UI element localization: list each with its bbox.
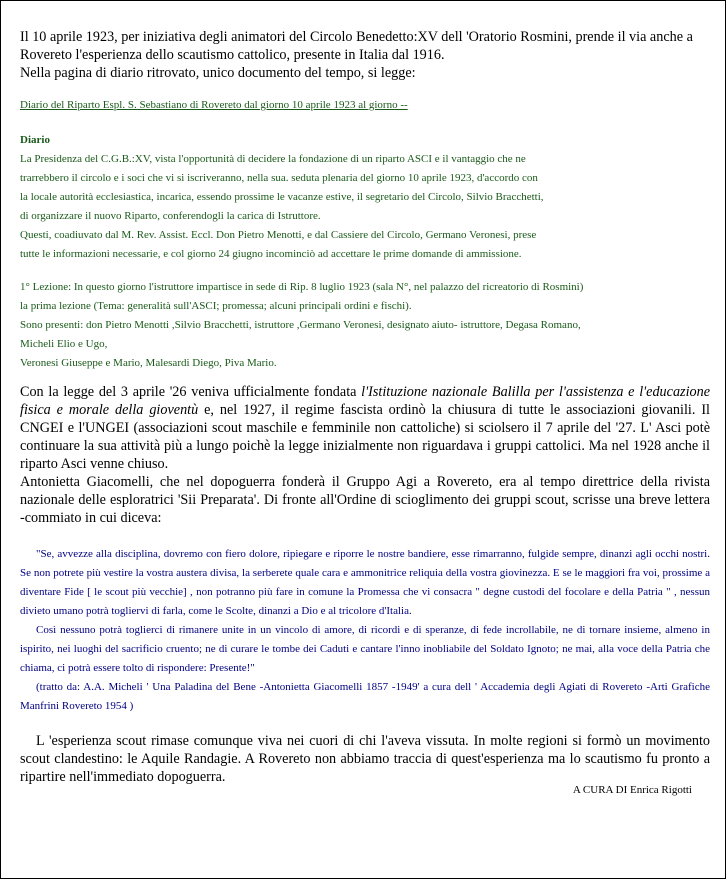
document-body: [20, 28, 710, 796]
letter-paragraph: "Se, avvezze alla disciplina, dovremo con fiero dolore, ripiegare e riporre le nostre bandiere, esse rimarranno, fulgide sempre, dinanzi agli occhi nostri. Se non potrete più vestire la vostra austera divisa, la serberete quale cara e ammonitrice reliquia della vostra giovinezza. E se le maggiori fra voi, prossime a diventare Fide [ le scout più vecchie] , non potranno più fare in comune la Promessa che vi consacra " degne custodi del focolare e della Patria " , nessun divieto umano potrà togliervi di farla, come le Scolte, dinanzi a Dio e al tricolore d'Italia.: [20, 548, 710, 617]
diary-line: Questi, coadiuvato dal M. Rev. Assist. Eccl. Don Pietro Menotti, e dal Cassiere del Circolo, Germano Veronesi, prese: [20, 229, 537, 241]
history-section: [20, 383, 710, 527]
intro: [20, 28, 710, 82]
institution-name: l'Istituzione nazionale Balilla per l'assistenza e l'educazione fisica e morale della gioventù: [20, 384, 710, 418]
diary-present-line: Sono presenti: don Pietro Menotti ,Silvio Bracchetti, istruttore ,Germano Veronesi, designato aiuto- istruttore, Degasa Romano,: [20, 319, 581, 331]
diary-line: trarrebbero il circolo e i soci che vi si iscriveranno, nella sua. seduta plenaria del giorno 10 aprile 1923, d'accordo con: [20, 172, 538, 184]
intro-paragraph-2: Nella pagina di diario ritrovato, unico documento del tempo, si legge:: [20, 65, 416, 81]
diary-present-line: Micheli Elio e Ugo,: [20, 338, 108, 350]
diary-line: di organizzare il nuovo Riparto, conferendogli la carica di Istruttore.: [20, 210, 321, 222]
diary-line: La Presidenza del C.G.B.:XV, vista l'opportunità di decidere la fondazione di un riparto ASCI e il vantaggio che ne: [20, 153, 526, 165]
diary-present-line: Veronesi Giuseppe e Mario, Malesardi Diego, Piva Mario.: [20, 357, 277, 369]
intro-paragraph: Il 10 aprile 1923, per iniziativa degli animatori del Circolo Benedetto:XV dell 'Oratorio Rosmini, prende il via anche a Rovereto l'esperienza dello scautismo cattolico, presente in Italia dal 1916.: [20, 29, 693, 63]
diary-line: tutte le informazioni necessarie, e col giorno 24 giugno incominciò ad accettare le prime domande di ammissione.: [20, 248, 522, 260]
diary-excerpt: [20, 96, 710, 373]
closing-section: [20, 732, 710, 786]
diary-line: la locale autorità ecclesiastica, incarica, essendo prossime le vacanze estive, il segretario del Circolo, Silvio Bracchetti,: [20, 191, 544, 203]
author-signature: A CURA DI Enrica Rigotti: [572, 784, 692, 796]
diary-lesson-line: la prima lezione (Tema: generalità sull'ASCI; promessa; alcuni principali ordini e fischi).: [20, 300, 412, 312]
diary-lesson-line: 1° Lezione: In questo giorno l'istruttore impartisce in sede di Rip. 8 luglio 1923 (sala N°, nel palazzo del ricreatorio di Rosmini): [20, 281, 584, 293]
giacomelli-paragraph: Antonietta Giacomelli, che nel dopoguerra fonderà il Gruppo Agi a Rovereto, era al tempo direttrice della rivista nazionale delle esploratrici 'Sii Preparata'. Di fronte all'Ordine di scioglimento dei gruppi scout, scrisse una breve lettera -commiato in cui diceva:: [20, 474, 710, 526]
diary-header: Diario del Riparto Espl. S. Sebastiano di Rovereto dal giorno 10 aprile 1923 al giorno --: [20, 99, 408, 111]
letter-paragraph-2: Così nessuno potrà toglierci di rimanere unite in un vincolo di amore, di ricordi e di speranze, di fede incrollabile, ne di tornare insieme, almeno in ispirito, nei luoghi del sacrificio cruento; ne di curare le tombe dei Caduti e cantare l'inno inobliabile del Soldato Ignoto; ne mai, alla voce della Patria che chiama, ci potrà essere tolto di rispondere: Presente!": [20, 624, 710, 674]
law-paragraph: Con la legge del 3 aprile '26 veniva ufficialmente fondata l'Istituzione nazionale Balilla per l'assistenza e l'educazione fisica e morale della gioventù e, nel 1927, il regime fascista ordinò la chiusura di tutte le associazioni giovanili. Il CNGEI e l'UNGEI (associazioni scout maschile e femminile non cattoliche) si sciolsero il 7 aprile del '27. L' Asci potè continuare la sua attività più a lungo poichè la legge inizialmente non riguardava i gruppi cattolici. Ma nel 1928 anche il riparto Asci venne chiuso.: [20, 384, 710, 472]
farewell-letter: [20, 545, 710, 716]
diary-title: Diario: [20, 134, 50, 146]
letter-source: (tratto da: A.A. Micheli ' Una Paladina del Bene -Antonietta Giacomelli 1857 -1949' a cura dell ' Accademia degli Agiati di Rovereto -Arti Grafiche Manfrini Rovereto 1954 ): [20, 681, 710, 712]
closing-paragraph: L 'esperienza scout rimase comunque viva nei cuori di chi l'aveva vissuta. In molte regioni si formò un movimento scout clandestino: le Aquile Randagie. A Rovereto non abbiamo traccia di quest'esperienza ma lo scautismo fu pronto a ripartire nell'immediato dopoguerra.: [20, 733, 710, 785]
